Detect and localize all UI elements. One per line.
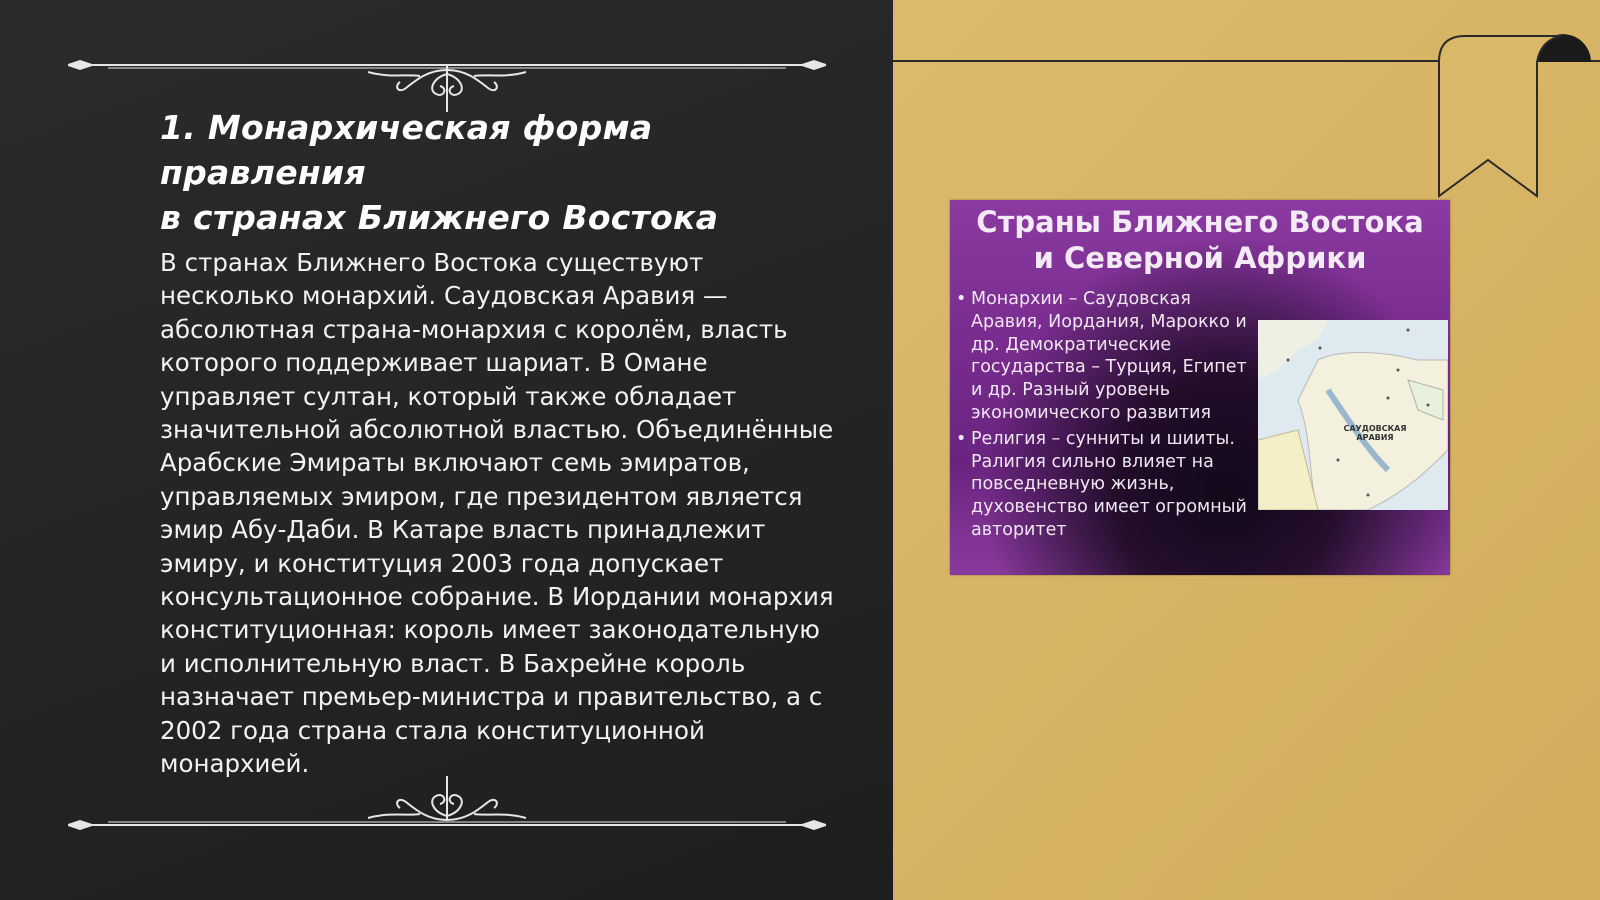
slide-title: [160, 105, 860, 240]
bullet-text: Религия – сунниты и шииты. Ралигия сильно влияет на повседневную жизнь, духовенство имеет огромный авторитет: [971, 428, 1247, 540]
embedded-slide-image: [950, 200, 1450, 575]
bullet-icon: •: [956, 428, 967, 449]
embedded-bullet-list: [956, 288, 1256, 545]
bookmark-ribbon-icon: [1433, 34, 1600, 203]
bottom-ornament-divider: [68, 772, 826, 836]
map-country-label: САУДОВСКАЯ АРАВИЯ: [1343, 424, 1407, 442]
embedded-title-line-1: Страны Ближнего Востока: [976, 205, 1424, 239]
bullet-text: Монархии – Саудовская Аравия, Иордания, Марокко и др. Демократические государства – Турция, Египет и др. Разный уровень экономического развития: [971, 289, 1247, 423]
list-item: [956, 288, 1256, 425]
middle-east-map-image: [1258, 320, 1448, 510]
embedded-title-line-2: и Северной Африки: [1033, 241, 1367, 275]
slide-body-text: В странах Ближнего Востока существуют несколько монархий. Саудовская Аравия — абсолютная страна-монархия с королём, власть которого поддерживает шариат. В Омане управляет султан, который также обладает значительной абсолютной властью. Объединённые Арабские Эмираты включают семь эмиратов, управляемых эмиром, где президентом является эмир Абу-Даби. В Катаре власть принадлежит эмиру, и конституция 2003 года допускает консультационное собрание. В Иордании монархия конституционная: король имеет законодательную и исполнительную власт. В Бахрейне король назначает премьер-министра и правительство, а с 2002 года страна стала конституционной монархией.: [160, 248, 834, 779]
slide-title-line-1: 1. Монархическая форма правления: [160, 108, 653, 192]
bullet-icon: •: [956, 289, 967, 309]
slide-title-line-2: в странах Ближнего Востока: [160, 198, 719, 237]
list-item: [956, 428, 1256, 542]
embedded-slide-title: [950, 204, 1450, 276]
